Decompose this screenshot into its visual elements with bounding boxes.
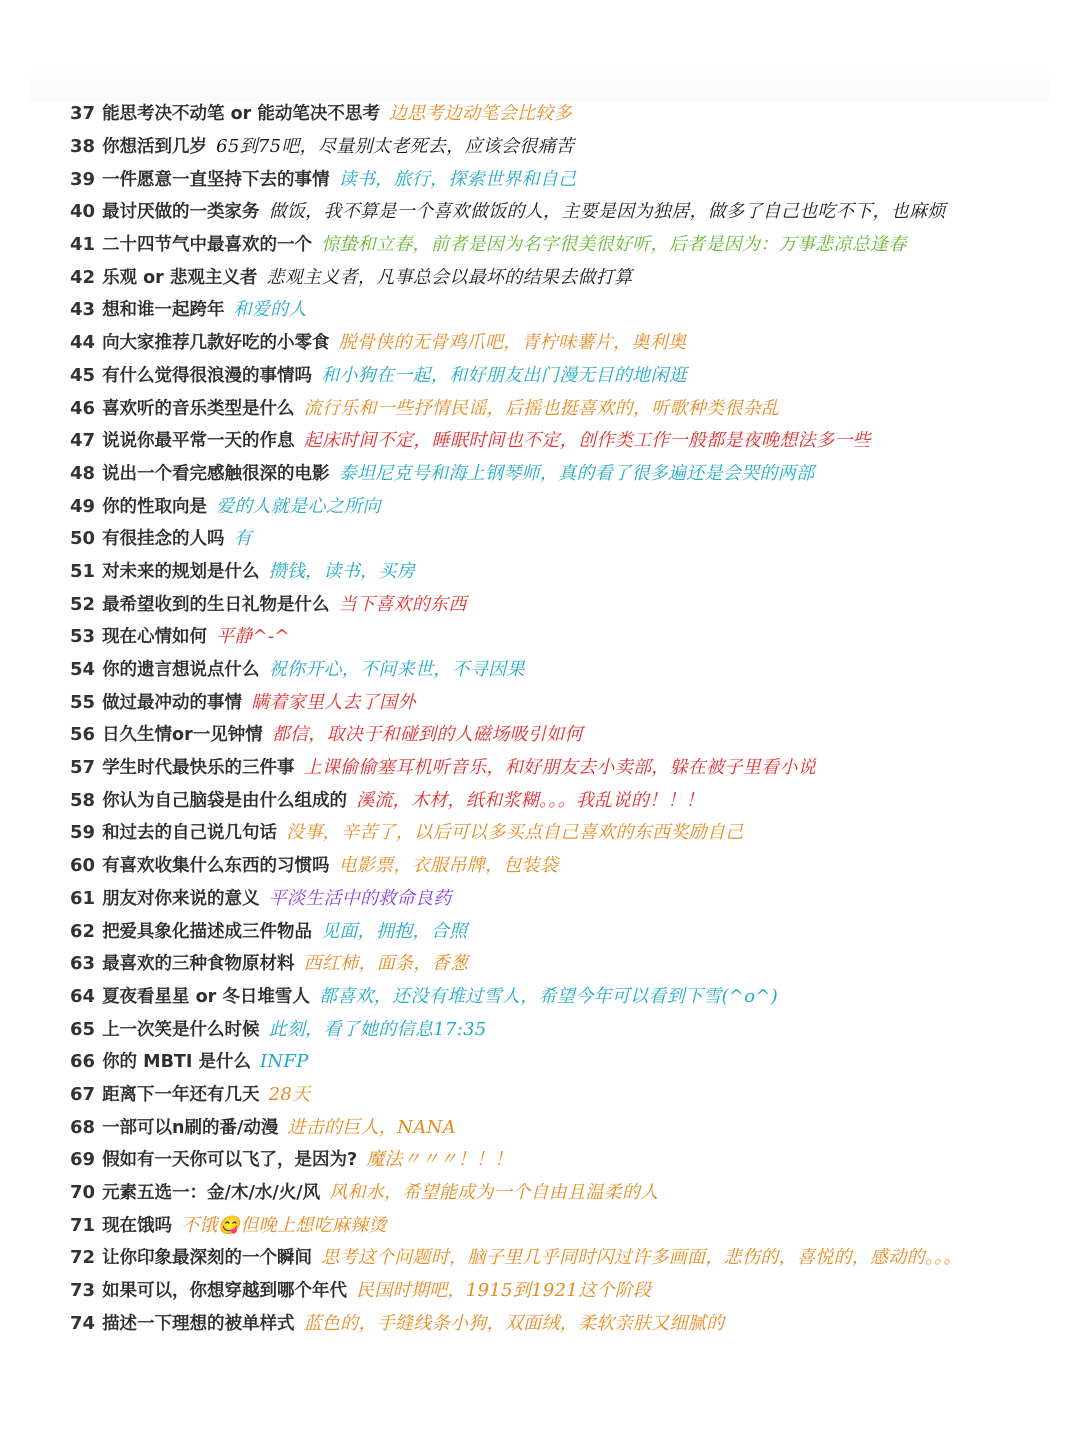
question-text: 把爱具象化描述成三件物品 <box>102 921 313 942</box>
question-text: 想和谁一起跨年 <box>102 300 225 321</box>
qa-item <box>70 654 1080 687</box>
qa-item <box>70 784 1080 817</box>
qa-item <box>70 621 1080 654</box>
question-text: 向大家推荐几款好吃的小零食 <box>102 333 330 354</box>
qa-item <box>70 458 1080 491</box>
handwritten-answer: 溪流，木材，纸和浆糊。。。我乱说的！！！ <box>356 789 705 811</box>
handwritten-answer: INFP <box>259 1051 309 1073</box>
question-text: 一部可以n刷的番/动漫 <box>102 1117 279 1138</box>
question-text: 如果可以，你想穿越到哪个年代 <box>102 1281 348 1302</box>
qa-item <box>70 360 1080 393</box>
question-number: 68 <box>70 1116 96 1138</box>
handwritten-answer: 读书，旅行，探索世界和自己 <box>338 168 577 190</box>
qa-item <box>70 490 1080 523</box>
handwritten-answer: 进击的巨人，NANA <box>287 1116 456 1138</box>
question-text: 有什么觉得很浪漫的事情吗 <box>102 365 313 386</box>
qa-item <box>70 850 1080 883</box>
qa-item <box>70 1209 1080 1242</box>
qa-item <box>70 686 1080 719</box>
qa-item <box>70 229 1080 262</box>
handwritten-answer: 魔法〃〃〃！！！ <box>366 1149 513 1171</box>
question-text: 对未来的规划是什么 <box>102 561 260 582</box>
qa-item <box>70 425 1080 458</box>
question-text: 距离下一年还有几天 <box>102 1084 260 1105</box>
question-number: 73 <box>70 1280 96 1302</box>
qa-item <box>70 719 1080 752</box>
question-number: 64 <box>70 985 96 1007</box>
question-text: 二十四节气中最喜欢的一个 <box>102 235 313 256</box>
question-text: 能思考决不动笔 or 能动笔决不思考 <box>102 104 380 125</box>
handwritten-answer: 爱的人就是心之所向 <box>216 495 381 517</box>
question-number: 65 <box>70 1018 96 1040</box>
handwritten-answer: 电影票，衣服吊牌，包装袋 <box>338 855 559 877</box>
question-number: 44 <box>70 332 96 354</box>
handwritten-answer: 悲观主义者，凡事总会以最坏的结果去做打算 <box>266 266 633 288</box>
qa-item <box>70 948 1080 981</box>
question-number: 56 <box>70 724 96 746</box>
question-number: 74 <box>70 1312 96 1334</box>
handwritten-answer: 都信，取决于和碰到的人磁场吸引如何 <box>271 724 583 746</box>
question-text: 你想活到几岁 <box>102 137 208 158</box>
question-number: 47 <box>70 430 96 452</box>
question-text: 你的 MBTI 是什么 <box>102 1052 251 1073</box>
handwritten-answer: 没事，辛苦了，以后可以多买点自己喜欢的东西奖励自己 <box>286 822 744 844</box>
handwritten-answer: 起床时间不定，睡眠时间也不定，创作类工作一般都是夜晚想法多一些 <box>303 430 871 452</box>
handwritten-answer: 有 <box>233 528 252 550</box>
question-text: 让你印象最深刻的一个瞬间 <box>102 1248 313 1269</box>
qa-list <box>70 98 1080 1340</box>
question-text: 学生时代最快乐的三件事 <box>102 758 295 779</box>
qa-item <box>70 1144 1080 1177</box>
qa-item <box>70 1013 1080 1046</box>
question-text: 朋友对你来说的意义 <box>102 888 260 909</box>
question-number: 57 <box>70 757 96 779</box>
qa-item <box>70 1079 1080 1112</box>
question-text: 描述一下理想的被单样式 <box>102 1313 295 1334</box>
handwritten-answer: 上课偷偷塞耳机听音乐，和好朋友去小卖部，躲在被子里看小说 <box>303 757 816 779</box>
qa-item <box>70 752 1080 785</box>
qa-item <box>70 327 1080 360</box>
question-text: 你的遗言想说点什么 <box>102 660 260 681</box>
question-text: 说说你最平常一天的作息 <box>102 431 295 452</box>
handwritten-answer: 惊蛰和立春，前者是因为名字很美很好听，后者是因为：万事悲凉总逢春 <box>321 234 907 256</box>
question-number: 60 <box>70 855 96 877</box>
question-text: 假如有一天你可以飞了，是因为? <box>102 1150 358 1171</box>
handwritten-answer: 此刻，看了她的信息17:35 <box>268 1018 487 1040</box>
handwritten-answer: 脱骨侠的无骨鸡爪吧，青柠味薯片，奥利奥 <box>338 332 687 354</box>
handwritten-answer: 蓝色的，手缝线条小狗，双面绒，柔软亲肤又细腻的 <box>303 1312 725 1334</box>
qa-item <box>70 981 1080 1014</box>
question-text: 上一次笑是什么时候 <box>102 1019 260 1040</box>
qa-item <box>70 915 1080 948</box>
qa-item <box>70 523 1080 556</box>
question-number: 37 <box>70 103 96 125</box>
question-number: 62 <box>70 920 96 942</box>
handwritten-answer: 28天 <box>268 1083 311 1105</box>
question-number: 41 <box>70 234 96 256</box>
qa-item <box>70 1242 1080 1275</box>
question-text: 现在饿吗 <box>102 1215 173 1236</box>
question-number: 71 <box>70 1214 96 1236</box>
handwritten-answer: 民国时期吧，1915到1921这个阶段 <box>356 1280 652 1302</box>
question-number: 61 <box>70 887 96 909</box>
qa-item <box>70 163 1080 196</box>
handwritten-answer: 不饿😋但晚上想吃麻辣烫 <box>181 1214 387 1236</box>
qa-item <box>70 1275 1080 1308</box>
handwritten-answer: 和爱的人 <box>233 299 307 321</box>
question-text: 夏夜看星星 or 冬日堆雪人 <box>102 986 310 1007</box>
handwritten-answer: 流行乐和一些抒情民谣，后摇也挺喜欢的，听歌种类很杂乱 <box>303 397 780 419</box>
qa-item <box>70 883 1080 916</box>
question-number: 51 <box>70 560 96 582</box>
question-text: 喜欢听的音乐类型是什么 <box>102 398 295 419</box>
question-number: 52 <box>70 593 96 615</box>
qa-item <box>70 556 1080 589</box>
question-number: 70 <box>70 1182 96 1204</box>
question-number: 49 <box>70 495 96 517</box>
question-text: 和过去的自己说几句话 <box>102 823 278 844</box>
question-number: 38 <box>70 136 96 158</box>
question-text: 有喜欢收集什么东西的习惯吗 <box>102 856 330 877</box>
question-text: 你认为自己脑袋是由什么组成的 <box>102 790 348 811</box>
question-number: 50 <box>70 528 96 550</box>
question-text: 有很挂念的人吗 <box>102 529 225 550</box>
qa-item <box>70 294 1080 327</box>
qa-item <box>70 1046 1080 1079</box>
handwritten-answer: 西红柿，面条，香葱 <box>303 953 469 975</box>
question-number: 43 <box>70 299 96 321</box>
question-text: 最讨厌做的一类家务 <box>102 202 260 223</box>
handwritten-answer: 都喜欢，还没有堆过雪人，希望今年可以看到下雪(^o^) <box>318 985 779 1007</box>
qa-item <box>70 131 1080 164</box>
question-text: 说出一个看完感触很深的电影 <box>102 463 330 484</box>
question-text: 元素五选一：金/木/水/火/风 <box>102 1183 321 1204</box>
qa-item <box>70 588 1080 621</box>
question-number: 54 <box>70 659 96 681</box>
handwritten-answer: 平淡生活中的救命良药 <box>268 887 452 909</box>
question-number: 55 <box>70 691 96 713</box>
question-number: 39 <box>70 168 96 190</box>
question-number: 63 <box>70 953 96 975</box>
qa-item <box>70 196 1080 229</box>
qa-item <box>70 98 1080 131</box>
qa-item <box>70 1177 1080 1210</box>
question-number: 69 <box>70 1149 96 1171</box>
handwritten-answer: 风和水，希望能成为一个自由且温柔的人 <box>329 1182 659 1204</box>
question-text: 你的性取向是 <box>102 496 208 517</box>
handwritten-answer: 思考这个问题时，脑子里几乎同时闪过许多画面，悲伤的，喜悦的，感动的。。。 <box>321 1247 962 1269</box>
question-number: 53 <box>70 626 96 648</box>
handwritten-answer: 祝你开心，不问来世，不寻因果 <box>268 659 525 681</box>
handwritten-answer: 和小狗在一起，和好朋友出门漫无目的地闲逛 <box>321 364 688 386</box>
question-text: 一件愿意一直坚持下去的事情 <box>102 169 330 190</box>
question-text: 最希望收到的生日礼物是什么 <box>102 594 330 615</box>
qa-item <box>70 1307 1080 1340</box>
question-number: 66 <box>70 1051 96 1073</box>
handwritten-answer: 攒钱，读书，买房 <box>268 560 415 582</box>
handwritten-answer: 边思考边动笔会比较多 <box>388 103 572 125</box>
question-number: 42 <box>70 266 96 288</box>
question-number: 40 <box>70 201 96 223</box>
question-number: 46 <box>70 397 96 419</box>
question-number: 72 <box>70 1247 96 1269</box>
question-text: 最喜欢的三种食物原材料 <box>102 954 295 975</box>
question-text: 做过最冲动的事情 <box>102 692 243 713</box>
question-number: 67 <box>70 1083 96 1105</box>
question-number: 45 <box>70 364 96 386</box>
question-number: 58 <box>70 789 96 811</box>
qa-item <box>70 1111 1080 1144</box>
qa-item <box>70 261 1080 294</box>
question-text: 日久生情or一见钟情 <box>102 725 263 746</box>
question-text: 乐观 or 悲观主义者 <box>102 267 258 288</box>
qa-item <box>70 392 1080 425</box>
qa-item <box>70 817 1080 850</box>
question-text: 现在心情如何 <box>102 627 208 648</box>
handwritten-answer: 65到75吧，尽量别太老死去，应该会很痛苦 <box>216 136 575 158</box>
handwritten-answer: 见面，拥抱，合照 <box>321 920 468 942</box>
handwritten-answer: 瞒着家里人去了国外 <box>251 691 416 713</box>
handwritten-answer: 平静^-^ <box>216 626 290 648</box>
question-number: 48 <box>70 462 96 484</box>
handwritten-answer: 泰坦尼克号和海上钢琴师，真的看了很多遍还是会哭的两部 <box>338 462 815 484</box>
handwritten-answer: 做饭，我不算是一个喜欢做饭的人，主要是因为独居，做多了自己也吃不下，也麻烦 <box>268 201 946 223</box>
question-number: 59 <box>70 822 96 844</box>
top-shadow-band <box>30 62 1050 102</box>
handwritten-answer: 当下喜欢的东西 <box>338 593 467 615</box>
